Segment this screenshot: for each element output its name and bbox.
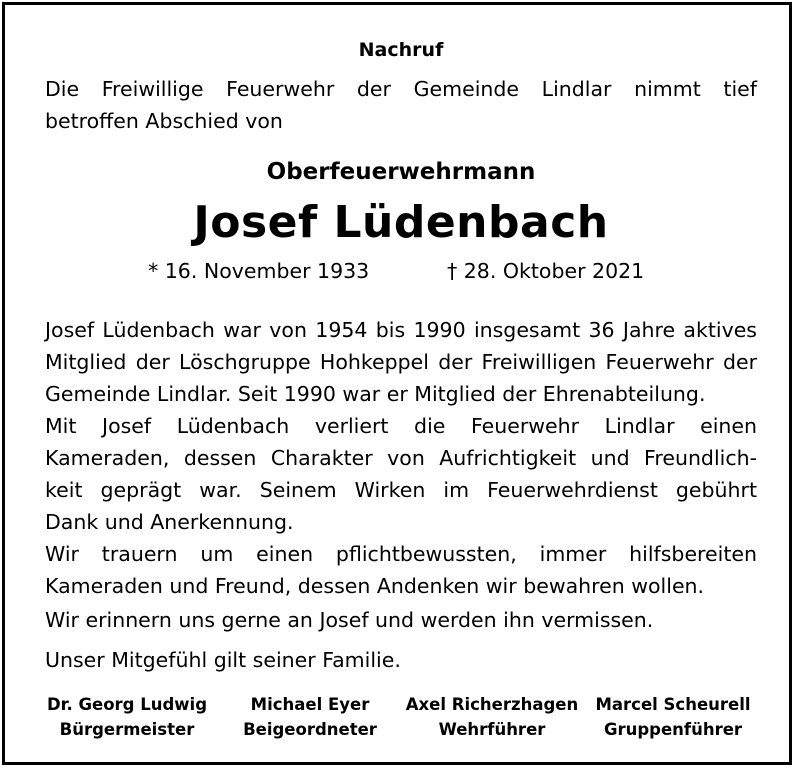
signatory-role: Gruppenführer: [603, 720, 743, 739]
death-date: † 28. Oktober 2021: [447, 259, 645, 283]
signatory-role: Beigeordneter: [243, 720, 377, 739]
body-paragraph-3: [45, 538, 757, 602]
birth-date: * 16. November 1933: [148, 259, 370, 283]
paragraph-line: Wir trauern um einen pflichtbewussten, immer hilfsbereiten: [45, 542, 757, 566]
paragraph-line: Dank und Anerkennung.: [45, 510, 294, 534]
paragraph-line: Kameraden, dessen Charakter von Aufrichtigkeit und Freundlich-: [45, 446, 757, 470]
paragraph-line: Unser Mitgefühl gilt seiner Familie.: [45, 648, 401, 672]
signatory-1: [46, 692, 208, 742]
signatory-4: [592, 692, 754, 742]
paragraph-line: Mit Josef Lüdenbach verliert die Feuerwehr Lindlar einen: [45, 414, 757, 438]
paragraph-line: keit geprägt war. Seinem Wirken im Feuerwehrdienst gebührt: [45, 478, 757, 502]
body-paragraph-4: [45, 604, 757, 636]
body-paragraph-2: [45, 410, 757, 538]
paragraph-line: Gemeinde Lindlar. Seit 1990 war er Mitglied der Ehrenabteilung.: [45, 382, 706, 406]
signatory-name: Michael Eyer: [250, 695, 370, 714]
body-paragraph-5: [45, 644, 757, 676]
signatory-role: Bürgermeister: [59, 720, 195, 739]
paragraph-line: Kameraden und Freund, dessen Andenken wir bewahren wollen.: [45, 574, 705, 598]
signatory-3: [402, 692, 582, 742]
intro-paragraph: [45, 73, 757, 137]
signatory-name: Dr. Georg Ludwig: [46, 695, 208, 714]
paragraph-line: Wir erinnern uns gerne an Josef und werden ihn vermissen.: [45, 608, 654, 632]
signatory-2: [240, 692, 380, 742]
paragraph-line: Mitglied der Löschgruppe Hohkeppel der Freiwilligen Feuerwehr der: [45, 350, 757, 374]
notice-heading: Nachruf: [358, 39, 444, 61]
rank-title: Oberfeuerwehrmann: [266, 159, 536, 185]
paragraph-line: Josef Lüdenbach war von 1954 bis 1990 insgesamt 36 Jahre aktives: [45, 318, 757, 342]
signatory-name: Axel Richerzhagen: [405, 695, 579, 714]
intro-line: Die Freiwillige Feuerwehr der Gemeinde Lindlar nimmt tief: [45, 77, 757, 101]
intro-line: betroffen Abschied von: [45, 109, 283, 133]
signatory-name: Marcel Scheurell: [595, 695, 751, 714]
signatory-role: Wehrführer: [438, 720, 546, 739]
deceased-name: Josef Lüdenbach: [193, 197, 609, 248]
body-paragraph-1: [45, 314, 757, 410]
